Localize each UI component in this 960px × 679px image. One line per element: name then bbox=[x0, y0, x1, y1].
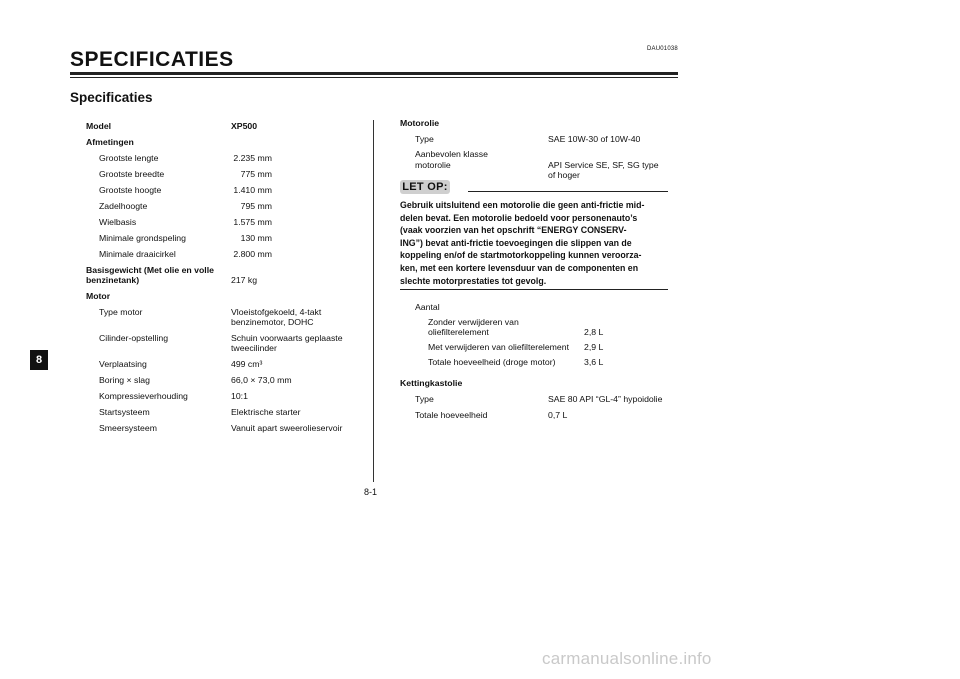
kettingkastolie-heading: Kettingkastolie bbox=[400, 378, 463, 388]
note-line: Gebruik uitsluitend een motorolie die geen anti-frictie mid- bbox=[400, 200, 645, 210]
note-line: slechte motorprestaties tot gevolg. bbox=[400, 275, 547, 286]
watermark-text: carmanualsonline.info bbox=[542, 649, 712, 668]
start-label: Startsysteem bbox=[99, 407, 150, 417]
ketting-type-label: Type bbox=[415, 394, 434, 404]
olie-type-label: Type bbox=[415, 134, 434, 144]
zonder-label-line2: oliefilterelement bbox=[428, 327, 489, 337]
type-motor-value-line1: Vloeistofgekoeld, 4-takt bbox=[231, 307, 322, 317]
dim-value: 2.235 mm bbox=[233, 153, 272, 163]
dim-label: Zadelhoogte bbox=[99, 201, 148, 211]
page-title: SPECIFICATIES bbox=[70, 48, 234, 71]
dim-label: Grootste lengte bbox=[99, 153, 159, 163]
note-line: ING”) bevat anti-frictie toevoegingen die slippen van de bbox=[400, 237, 632, 248]
dim-value: 130 mm bbox=[240, 233, 272, 243]
document-code: DAU01038 bbox=[647, 46, 678, 52]
basisgewicht-label-line1: Basisgewicht (Met olie en volle bbox=[86, 265, 214, 275]
verplaatsing-label: Verplaatsing bbox=[99, 359, 147, 369]
zonder-label-line1: Zonder verwijderen van bbox=[428, 317, 519, 327]
dim-value: 1.410 mm bbox=[233, 185, 272, 195]
ketting-type-value: SAE 80 API “GL-4” hypoidolie bbox=[548, 394, 663, 404]
chapter-tab: 8 bbox=[30, 350, 48, 370]
basisgewicht-value: 217 kg bbox=[231, 275, 258, 285]
ketting-totale-value: 0,7 L bbox=[548, 410, 568, 420]
dim-label: Grootste breedte bbox=[99, 169, 165, 179]
kompressie-value: 10:1 bbox=[231, 391, 248, 401]
boring-value: 66,0 × 73,0 mm bbox=[231, 375, 292, 385]
olie-type-value: SAE 10W-30 of 10W-40 bbox=[548, 134, 641, 144]
smeer-value: Vanuit apart sweerolieservoir bbox=[231, 423, 343, 433]
type-motor-label: Type motor bbox=[99, 307, 143, 317]
afmetingen-heading: Afmetingen bbox=[86, 137, 134, 147]
motorolie-heading: Motorolie bbox=[400, 118, 440, 128]
boring-label: Boring × slag bbox=[99, 375, 150, 385]
dim-value: 2.800 mm bbox=[233, 249, 272, 259]
cilinder-label: Cilinder-opstelling bbox=[99, 333, 169, 343]
note-line: ken, met een kortere levensduur van de componenten en bbox=[400, 262, 639, 273]
title-rule-thin bbox=[70, 77, 678, 78]
aanbevolen-value-line1: API Service SE, SF, SG type bbox=[548, 160, 659, 170]
dim-label: Wielbasis bbox=[99, 217, 137, 227]
totale-value: 3,6 L bbox=[584, 357, 604, 367]
basisgewicht-label-line2: benzinetank) bbox=[86, 275, 140, 285]
aanbevolen-label-line2: motorolie bbox=[415, 160, 451, 170]
cilinder-value-line2: tweecilinder bbox=[231, 343, 277, 353]
note-badge: LET OP: bbox=[400, 180, 450, 194]
met-value: 2,9 L bbox=[584, 342, 604, 352]
note-top-rule bbox=[468, 191, 668, 192]
note-text bbox=[400, 199, 668, 287]
note-line: delen bevat. Een motorolie bedoeld voor personenauto’s bbox=[400, 212, 638, 223]
cilinder-value-line1: Schuin voorwaarts geplaaste bbox=[231, 333, 343, 343]
model-value: XP500 bbox=[231, 121, 258, 131]
note-bottom-rule bbox=[400, 289, 668, 290]
dim-value: 1.575 mm bbox=[233, 217, 272, 227]
title-rule-thick bbox=[70, 72, 678, 75]
kompressie-label: Kompressieverhouding bbox=[99, 391, 188, 401]
dim-label: Minimale grondspeling bbox=[99, 233, 186, 243]
section-title: Specificaties bbox=[70, 90, 153, 105]
start-value: Elektrische starter bbox=[231, 407, 301, 417]
model-label: Model bbox=[86, 121, 112, 131]
smeer-label: Smeersysteem bbox=[99, 423, 157, 433]
note-line: (vaak voorzien van het opschrift “ENERGY CONSERV- bbox=[400, 225, 627, 236]
column-divider bbox=[373, 120, 374, 482]
motor-heading: Motor bbox=[86, 291, 111, 301]
dim-label: Minimale draaicirkel bbox=[99, 249, 176, 259]
aanbevolen-value-line2: of hoger bbox=[548, 170, 580, 180]
dim-value: 775 mm bbox=[240, 169, 272, 179]
dim-label: Grootste hoogte bbox=[99, 185, 162, 195]
zonder-value: 2,8 L bbox=[584, 327, 604, 337]
note-line: koppeling en/of de startmotorkoppeling kunnen veroorza- bbox=[400, 250, 642, 261]
ketting-totale-label: Totale hoeveelheid bbox=[415, 410, 488, 420]
aantal-heading: Aantal bbox=[415, 302, 440, 312]
dim-value: 795 mm bbox=[240, 201, 272, 211]
totale-label: Totale hoeveelheid (droge motor) bbox=[428, 357, 556, 367]
type-motor-value-line2: benzinemotor, DOHC bbox=[231, 317, 314, 327]
page-number: 8-1 bbox=[364, 487, 378, 497]
met-label: Met verwijderen van oliefilterelement bbox=[428, 342, 569, 352]
aanbevolen-label-line1: Aanbevolen klasse bbox=[415, 149, 488, 159]
verplaatsing-value: 499 cm³ bbox=[231, 359, 263, 369]
